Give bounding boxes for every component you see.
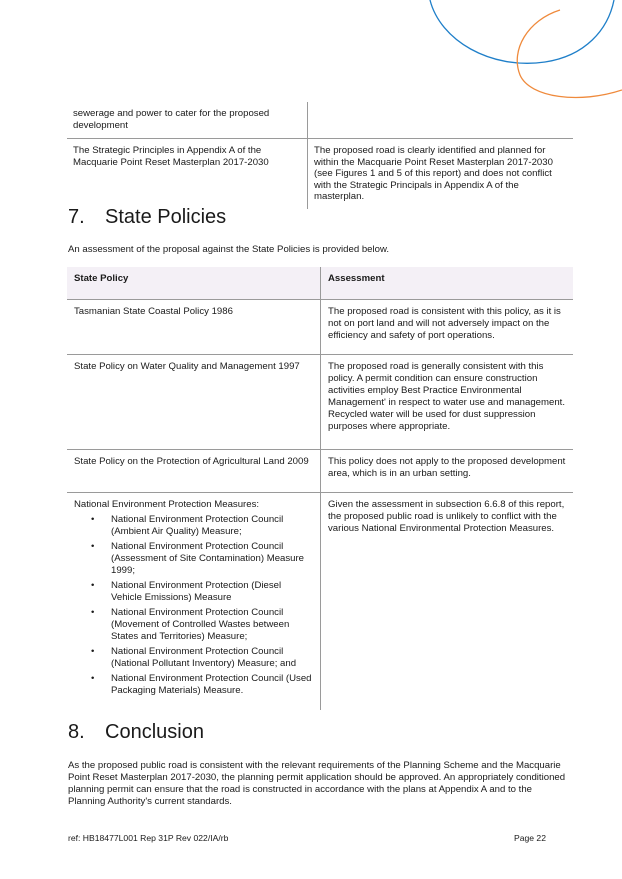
column-header-assessment: Assessment: [321, 267, 574, 300]
list-item: [74, 673, 314, 697]
list-item-text: National Environment Protection Council (Ambient Air Quality) Measure;: [111, 514, 284, 537]
table-row: [67, 493, 573, 711]
assessment-cell: The proposed road is generally consistent with this policy. A permit condition can ensure construction activities employ Best Practice Environmental Management' in respect to water use and management. Recycled water will be used for dust suppression purposes where appropriate.: [321, 355, 574, 450]
table-header-row: [67, 267, 573, 300]
table-row: [67, 102, 573, 139]
section-7-heading: [68, 205, 226, 229]
table-row: [67, 300, 573, 355]
table-row: [67, 450, 573, 493]
blue-arc: [430, 0, 614, 63]
list-item: [74, 541, 314, 577]
table-row: [67, 355, 573, 450]
list-item-text: National Environment Protection Council (Movement of Controlled Wastes between States and Territories) Measure;: [111, 607, 290, 642]
list-item-text: National Environment Protection Council (Used Packaging Materials) Measure.: [111, 673, 312, 696]
decorative-arcs: [0, 0, 622, 110]
table-cell: [308, 102, 574, 139]
page-footer: [68, 833, 546, 843]
section-7-intro: An assessment of the proposal against the State Policies is provided below.: [68, 244, 390, 255]
bullet: •: [91, 541, 95, 552]
assessment-cell: Given the assessment in subsection 6.6.8 of this report, the proposed public road is unlikely to conflict with the various National Environmental Protection Measures.: [321, 493, 574, 711]
list-item: [74, 607, 314, 643]
policy-cell: State Policy on the Protection of Agricultural Land 2009: [67, 450, 321, 493]
section-title: State Policies: [105, 206, 227, 228]
policy-cell: State Policy on Water Quality and Management 1997: [67, 355, 321, 450]
list-item-text: National Environment Protection Council (Assessment of Site Contamination) Measure 1999;: [111, 541, 305, 576]
bullet: •: [91, 514, 95, 525]
footer-reference: ref: HB18477L001 Rep 31P Rev 022/IA/rb: [68, 833, 229, 843]
section-title: Conclusion: [105, 721, 204, 743]
state-policies-table: [67, 267, 573, 710]
table-cell: sewerage and power to cater for the proposed development: [73, 108, 270, 131]
bullet: •: [91, 607, 95, 618]
bullet: •: [91, 580, 95, 591]
list-item: [74, 514, 314, 538]
table-row: [67, 139, 573, 209]
nepm-list: [74, 514, 314, 697]
list-item: [74, 646, 314, 670]
list-item-text: National Environment Protection Council (National Pollutant Inventory) Measure; and: [111, 646, 297, 669]
assessment-cell: This policy does not apply to the proposed development area, which is in an urban setting.: [321, 450, 574, 493]
section-8-heading: [68, 720, 204, 744]
previous-assessment-table: [67, 102, 573, 209]
table-cell: The proposed road is clearly identified and planned for within the Macquarie Point Reset Masterplan 2017-2030 (see Figures 1 and 5 of this report) and does not conflict with the Strategic Principals in Appendix A of the masterplan.: [308, 139, 574, 209]
list-item-text: National Environment Protection (Diesel Vehicle Emissions) Measure: [111, 580, 282, 603]
bullet: •: [91, 673, 95, 684]
table-cell: The Strategic Principles in Appendix A of the Macquarie Point Reset Masterplan 2017-2030: [67, 139, 308, 209]
column-header-policy: State Policy: [67, 267, 321, 300]
section-number: 8.: [68, 721, 85, 743]
page-number: Page 22: [513, 833, 546, 843]
section-number: 7.: [68, 206, 85, 228]
policy-cell: [67, 493, 321, 711]
assessment-cell: The proposed road is consistent with this policy, as it is not on port land and will not adversely impact on the efficiency and safety of port operations.: [321, 300, 574, 355]
bullet: •: [91, 646, 95, 657]
list-item: [74, 580, 314, 604]
conclusion-paragraph: As the proposed public road is consistent with the relevant requirements of the Planning Scheme and the Macquarie Point Reset Masterplan 2017-2030, the planning permit application should be approved. An appropriately conditioned planning permit can ensure that the road is constructed in accordance with the plans at Appendix A and to the Planning Authority's current standards.: [68, 760, 566, 807]
nepm-heading: National Environment Protection Measures:: [74, 499, 260, 510]
policy-cell: Tasmanian State Coastal Policy 1986: [67, 300, 321, 355]
orange-arc: [517, 10, 622, 97]
